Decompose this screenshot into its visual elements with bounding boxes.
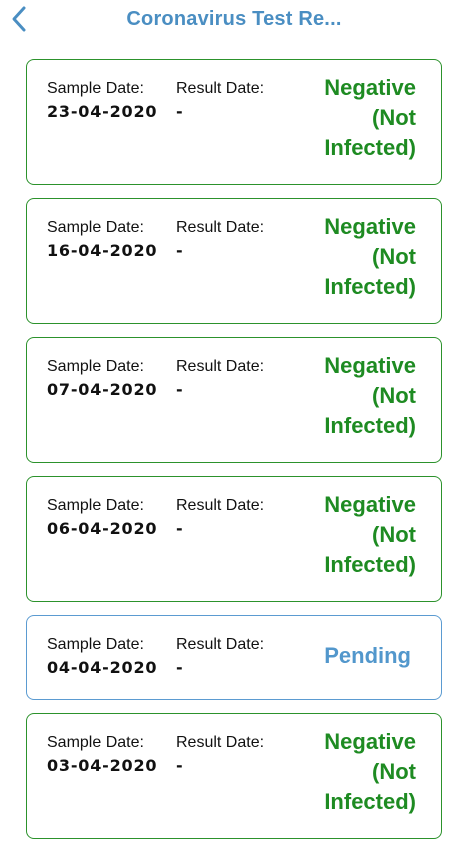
status-line: (Not [372, 244, 416, 269]
status-line: Infected) [324, 552, 416, 577]
sample-date-value: 04-04-2020 [47, 658, 158, 677]
test-results-list [26, 59, 442, 852]
page-title: Coronavirus Test Re... [126, 8, 342, 30]
result-date-value: - [176, 756, 184, 775]
result-date-label: Result Date: [176, 497, 265, 514]
sample-date-value: 16-04-2020 [47, 241, 158, 260]
status-line: Negative [324, 75, 416, 100]
sample-date-value: 07-04-2020 [47, 380, 158, 399]
result-date-value: - [176, 658, 184, 677]
sample-date-label: Sample Date: [47, 636, 144, 653]
status-line: (Not [372, 383, 416, 408]
result-date-value: - [176, 380, 184, 399]
sample-date-label: Sample Date: [47, 219, 144, 236]
status-line: (Not [372, 522, 416, 547]
result-date-label: Result Date: [176, 219, 265, 236]
result-date-value: - [176, 241, 184, 260]
test-status [276, 73, 416, 163]
status-line: (Not [372, 105, 416, 130]
result-card[interactable] [26, 337, 442, 463]
sample-date-label: Sample Date: [47, 734, 144, 751]
result-card[interactable] [26, 476, 442, 602]
status-line: Pending [324, 643, 411, 668]
sample-date-value: 23-04-2020 [47, 102, 158, 121]
result-date-label: Result Date: [176, 734, 265, 751]
status-line: Negative [324, 353, 416, 378]
result-card[interactable] [26, 615, 442, 700]
result-card[interactable] [26, 198, 442, 324]
test-status [276, 490, 416, 580]
navigation-bar [0, 0, 468, 44]
status-line: Infected) [324, 789, 416, 814]
test-status [276, 351, 416, 441]
sample-date-label: Sample Date: [47, 358, 144, 375]
test-status [276, 727, 416, 817]
sample-date-value: 06-04-2020 [47, 519, 158, 538]
status-line: Negative [324, 729, 416, 754]
result-card[interactable] [26, 713, 442, 839]
status-line: Infected) [324, 274, 416, 299]
result-date-label: Result Date: [176, 636, 265, 653]
sample-date-value: 03-04-2020 [47, 756, 158, 775]
status-line: Negative [324, 492, 416, 517]
status-line: Infected) [324, 413, 416, 438]
status-line: (Not [372, 759, 416, 784]
result-card[interactable] [26, 59, 442, 185]
status-line: Negative [324, 214, 416, 239]
test-status [276, 212, 416, 302]
result-date-value: - [176, 519, 184, 538]
result-date-label: Result Date: [176, 358, 265, 375]
result-date-value: - [176, 102, 184, 121]
sample-date-label: Sample Date: [47, 497, 144, 514]
test-status [271, 641, 411, 671]
status-line: Infected) [324, 135, 416, 160]
result-date-label: Result Date: [176, 80, 265, 97]
sample-date-label: Sample Date: [47, 80, 144, 97]
